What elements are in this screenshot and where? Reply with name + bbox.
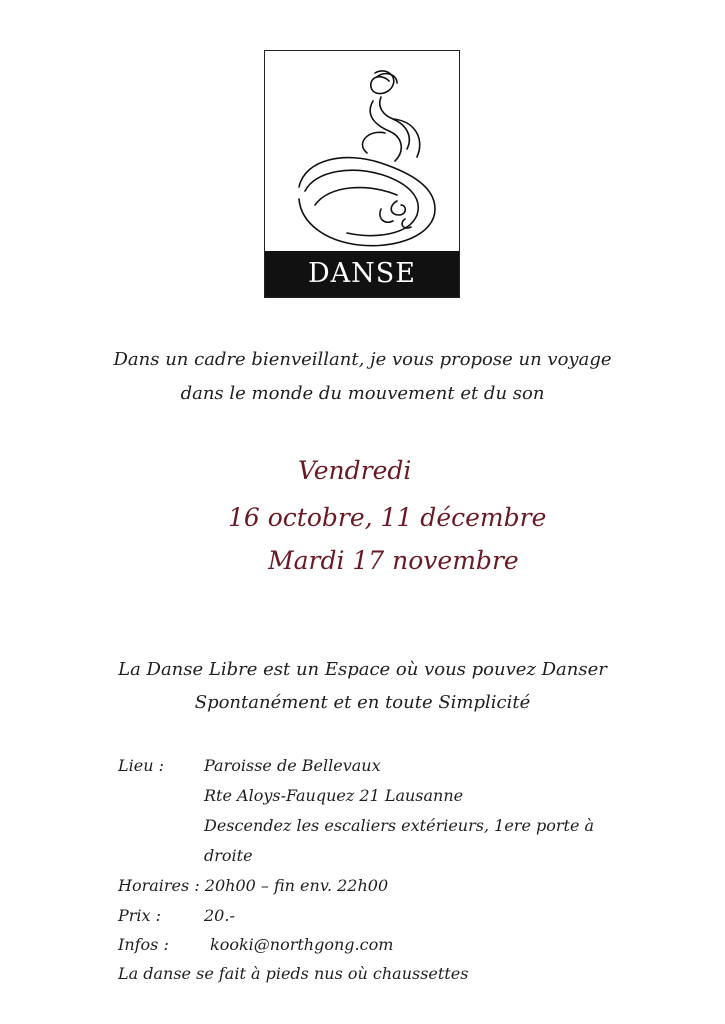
- description-line-2: Spontanément et en toute Simplicité: [194, 692, 531, 713]
- date-weekday-friday: Vendredi: [298, 456, 412, 485]
- intro-line-1: Dans un cadre bienveillant, je vous propose un voyage: [113, 349, 612, 370]
- lieu-line-3: Descendez les escaliers extérieurs, 1ere porte à: [204, 816, 595, 835]
- intro-line-2: dans le monde du mouvement et du son: [180, 383, 545, 404]
- prix-label: Prix :: [118, 906, 162, 925]
- lieu-line-2: Rte Aloys-Fauquez 21 Lausanne: [204, 786, 464, 805]
- danse-libre-logo: [264, 50, 460, 335]
- infos-label: Infos :: [118, 935, 169, 954]
- infos-email[interactable]: kooki@northgong.com: [210, 935, 394, 954]
- footer-note: La danse se fait à pieds nus où chaussettes: [118, 964, 469, 983]
- date-friday-list: 16 octobre, 11 décembre: [228, 503, 547, 532]
- lieu-line-4: droite: [204, 846, 253, 865]
- description-line-1: La Danse Libre est un Espace où vous pouvez Danser: [118, 659, 607, 680]
- dancer-illustration-icon: [285, 59, 445, 259]
- lieu-label: Lieu :: [118, 756, 164, 775]
- prix-value: 20.-: [204, 906, 235, 925]
- lieu-line-1: Paroisse de Bellevaux: [204, 756, 381, 775]
- logo-banner-text: DANSE LIBRE: [265, 251, 459, 297]
- horaires-line: Horaires : 20h00 – fin env. 22h00: [118, 876, 389, 895]
- date-tuesday: Mardi 17 novembre: [268, 546, 519, 575]
